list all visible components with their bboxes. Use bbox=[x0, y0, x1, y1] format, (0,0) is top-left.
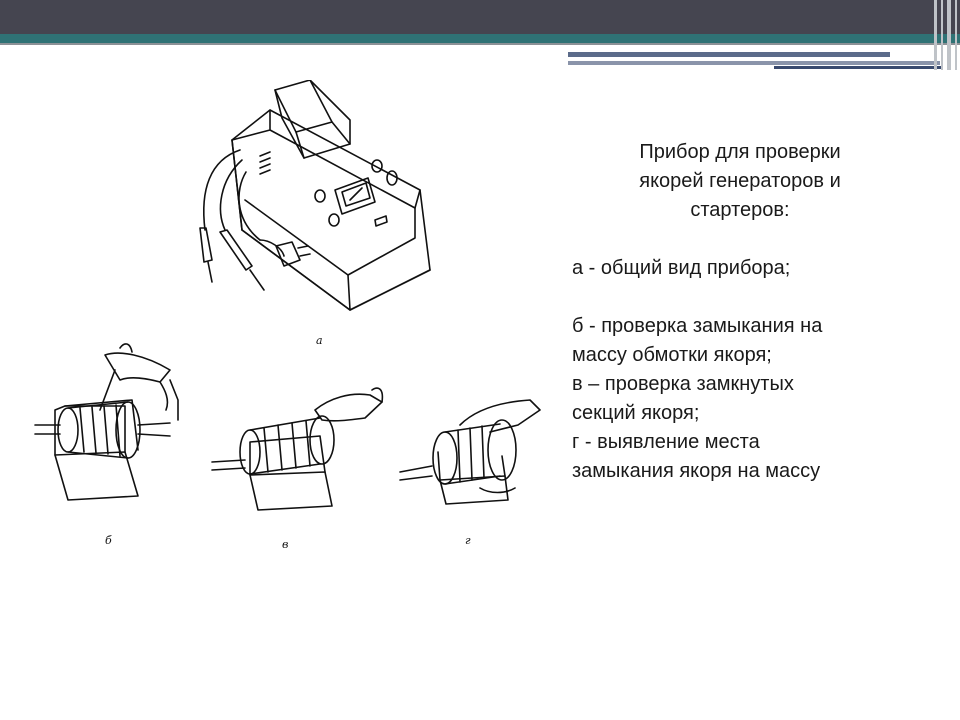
caption-title bbox=[580, 138, 900, 225]
caption-item-g-line-1: г - выявление места bbox=[572, 431, 760, 453]
deco-line-2 bbox=[568, 61, 940, 65]
figure-g-ground-location-test bbox=[400, 400, 540, 547]
deco-line-1 bbox=[568, 52, 890, 57]
figure-v-shorted-sections-test bbox=[212, 388, 382, 551]
title-bar bbox=[0, 0, 960, 34]
caption-title-line-1: Прибор для проверки bbox=[639, 141, 841, 163]
caption-item-b-line-2: массу обмотки якоря; bbox=[572, 344, 772, 366]
figure-a-label: а bbox=[316, 334, 323, 347]
caption-title-line-3: стартеров: bbox=[690, 199, 790, 221]
figure-v-label: в bbox=[282, 538, 289, 551]
caption-item-v-line-1: в – проверка замкнутых bbox=[572, 373, 794, 395]
corner-decoration bbox=[930, 0, 960, 70]
caption-item-b-line-1: б - проверка замыкания на bbox=[572, 315, 823, 337]
figure-b-ground-test bbox=[35, 344, 178, 547]
caption-item-v-line-2: секций якоря; bbox=[572, 402, 700, 424]
accent-stripe-teal bbox=[0, 34, 960, 43]
caption-block bbox=[572, 138, 922, 486]
figure-g-label: г bbox=[465, 534, 471, 547]
armature-tester-illustration bbox=[20, 80, 560, 560]
caption-title-line-2: якорей генераторов и bbox=[639, 170, 841, 192]
accent-stripe-gray bbox=[0, 43, 960, 45]
caption-item-a: а - общий вид прибора; bbox=[572, 257, 791, 279]
caption-item-g-line-2: замыкания якоря на массу bbox=[572, 460, 821, 482]
deco-line-3 bbox=[774, 66, 942, 69]
figure-b-label: б bbox=[105, 534, 112, 547]
figure-a-tester-device bbox=[200, 80, 430, 347]
